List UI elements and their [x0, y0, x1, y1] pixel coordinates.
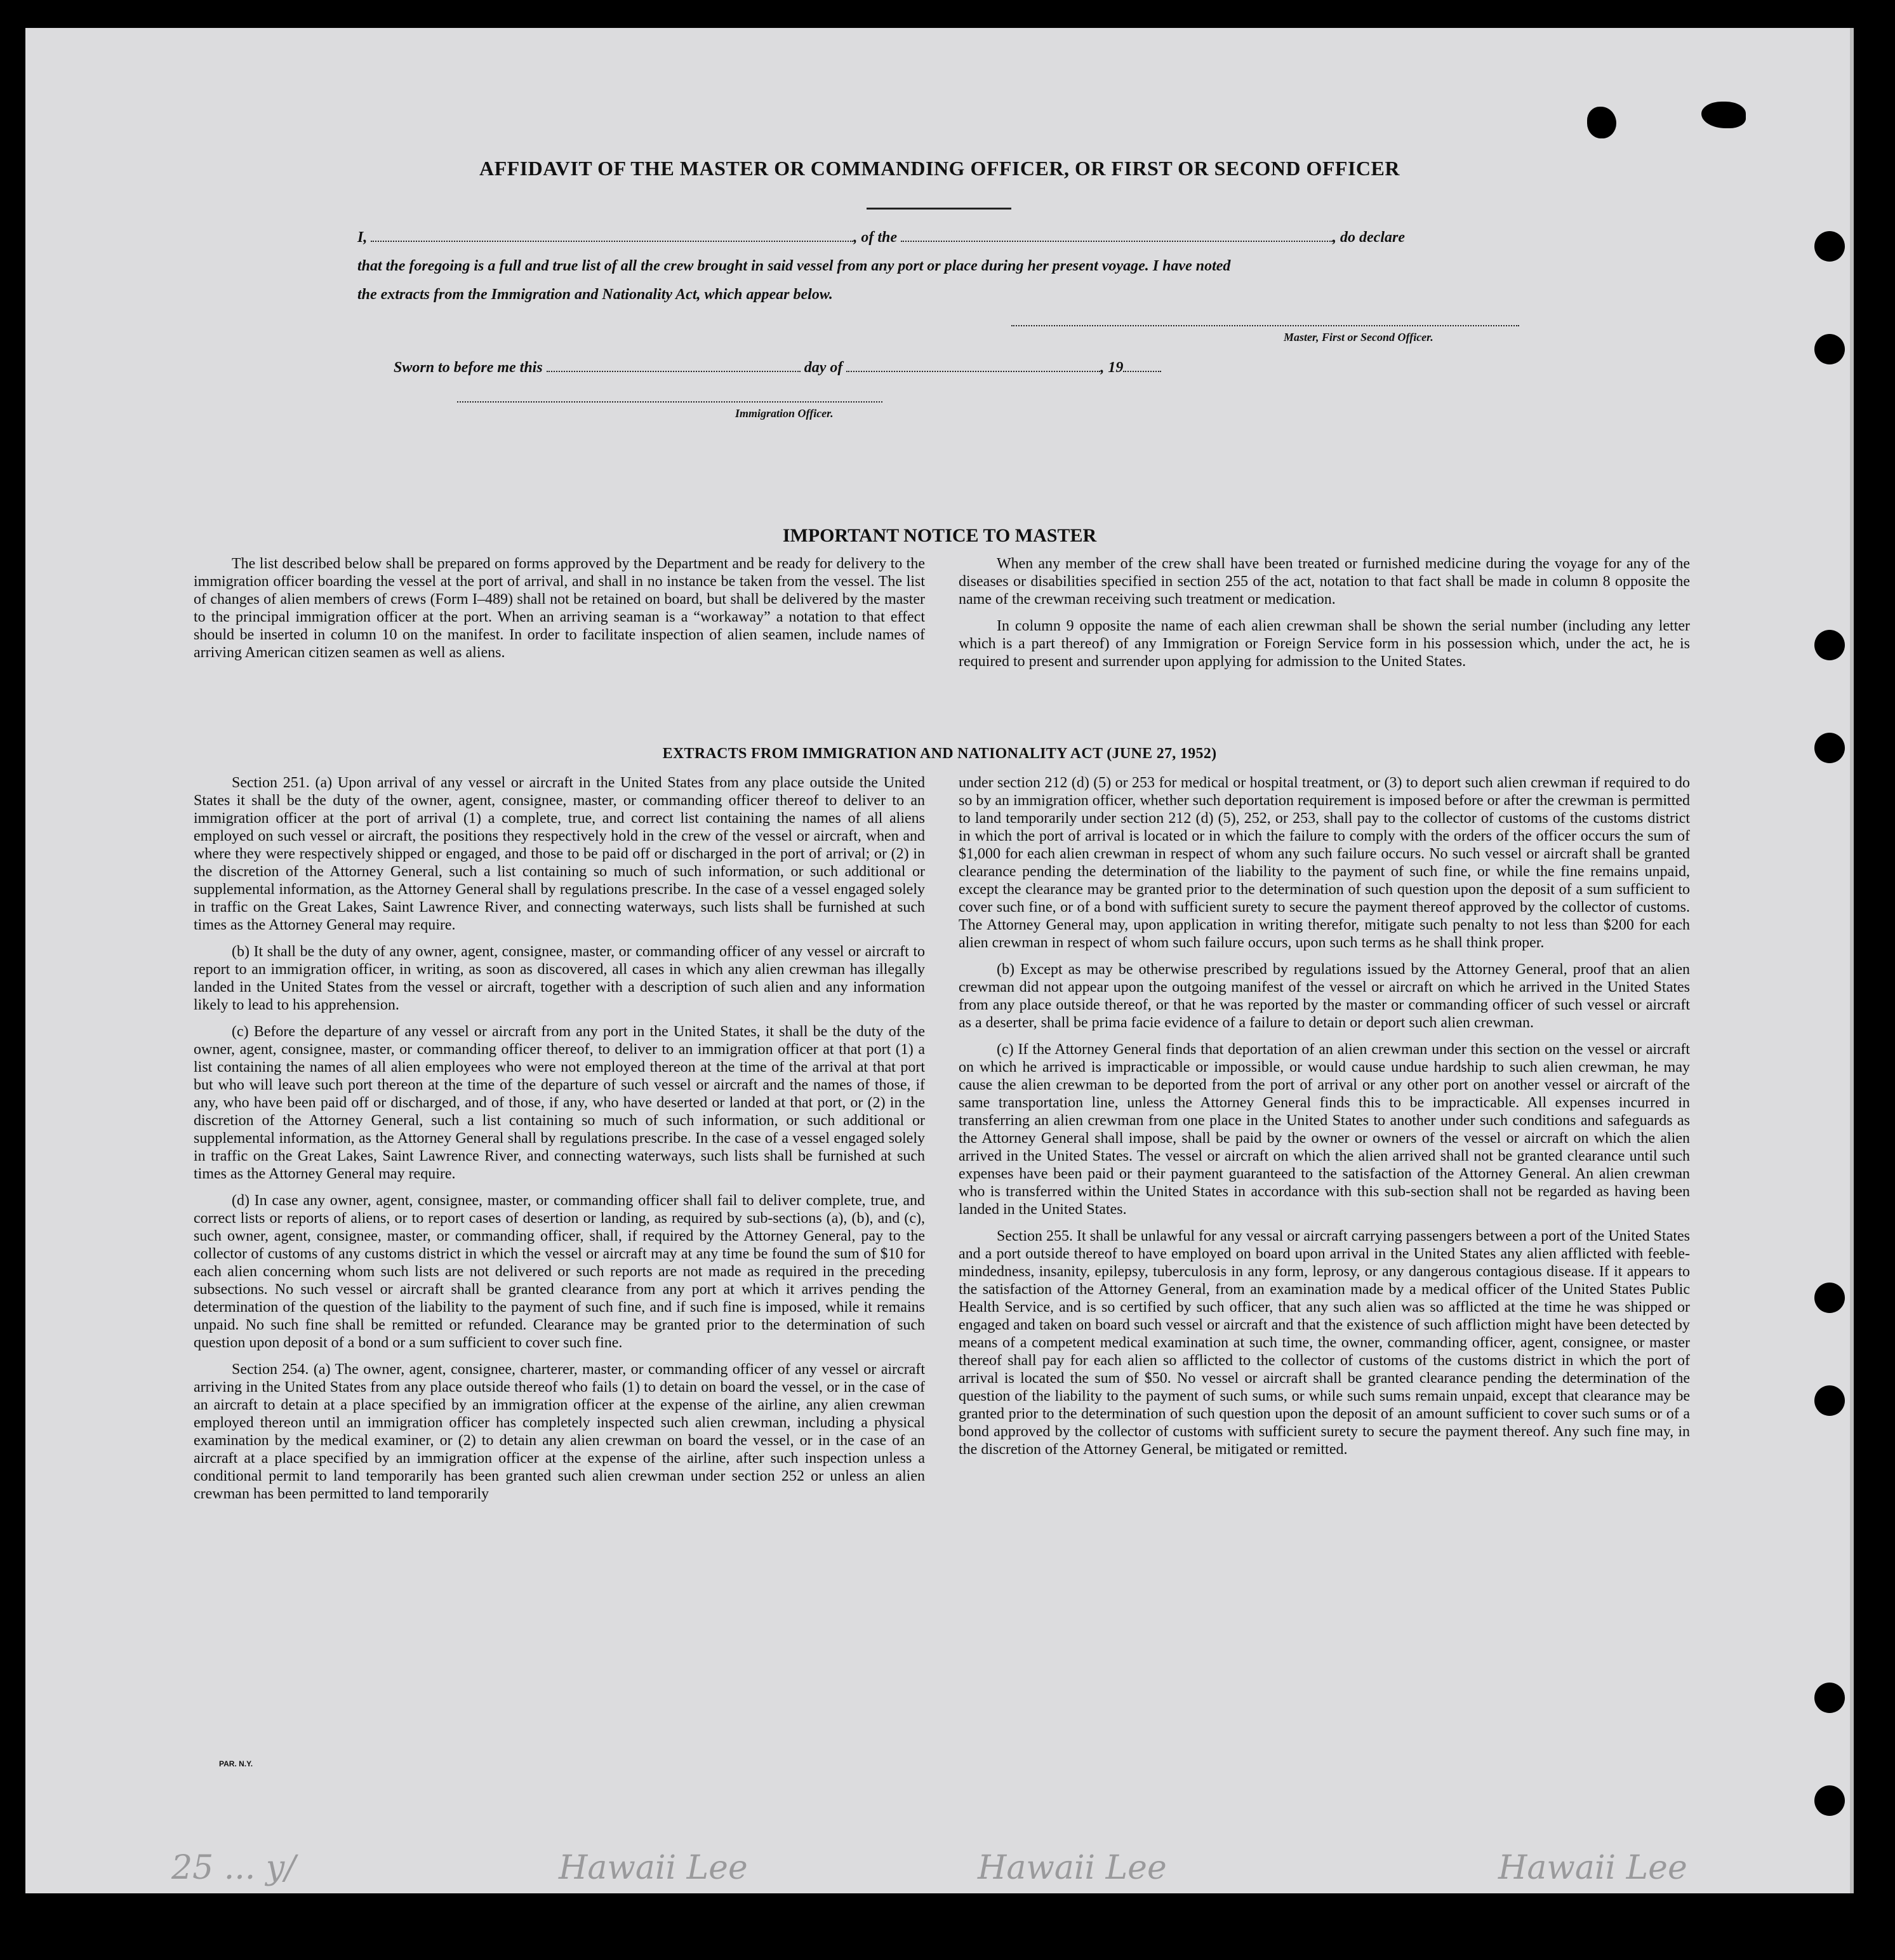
notice-paragraph: The list described below shall be prepared on forms approved by the Department and be ready for delivery to the immigration officer boarding the vessel at the port of arrival, and shall in no instance be taken from the vessel. The list of changes of alien members of crews (Form I–489) shall not be retained on board, but shall be delivered by the master to the principal immigration officer at the port. When an arriving seaman is a “workaway” a notation to that effect should be inserted in column 10 on the manifest. In order to facilitate inspection of alien seamen, include names of arriving American citizen seamen as well as aliens.	[194, 556, 925, 661]
name-blank[interactable]	[371, 227, 853, 242]
punch-hole	[1814, 231, 1845, 262]
immigration-caption: Immigration Officer.	[735, 407, 834, 420]
extract-paragraph: (c) Before the departure of any vessel or aircraft from any port in the United States, it shall be the duty of the owner, agent, consignee, master, or commanding officer thereof, to deliver to an immigration officer at that port (1) a list containing the names of all alien employees who were not employed thereon at the time of the arrival at that port but who will leave such port thereon at the time of the departure of such vessel or aircraft and the names of those, if any, who have been paid off or discharged, and of those, if any, who have deserted or landed at that port, or (2) in the discretion of the Attorney General, such a list containing so much of such information, or such additional or supplemental information, as the Attorney General shall by regulations prescribe. In the case of a vessel engaged solely in traffic on the Great Lakes, Saint Lawrence River, and connecting waterways, such lists shall be furnished at such times as the Attorney General may require.	[194, 1023, 925, 1182]
notice-paragraph: When any member of the crew shall have been treated or furnished medicine during the voyage for any of the diseases or disabilities specified in section 255 of the act, notation to that fact shall be made in column 8 opposite the name of the crewman receiving such treatment or medication.	[959, 556, 1690, 608]
handwritten-note: Hawaii Lee	[559, 1849, 748, 1887]
handwritten-note: Hawaii Lee	[978, 1849, 1167, 1887]
sworn-date-blank[interactable]	[547, 357, 801, 372]
extract-paragraph: under section 212 (d) (5) or 253 for medical or hospital treatment, or (3) to deport such alien crewman if required to do so by an immigration officer, whether such deportation requirement is imposed before or after the crewman is permitted to land temporarily under section 212 (d) (5), 252, or 253, shall pay to the collector of customs of the customs district in which the port of arrival is located or in which the failure to comply with the orders of the officer occurs the sum of $1,000 for each alien crewman in respect of whom any such failure occurs. No such vessel or aircraft shall be granted clearance pending the determination of the liability to the payment of such fine, or while the fine remains unpaid, except the clearance may be granted prior to the determination of such question upon the deposit of a sum sufficient to cover such fine, or of a bond with sufficient surety to secure the payment thereof approved by the collector of customs. The Attorney General may, upon application in writing therefor, mitigate such penalty to not less than $200 for each alien crewman in respect of whom such failure occurs, upon such terms as he shall think proper.	[959, 775, 1690, 951]
extract-paragraph: Section 255. It shall be unlawful for any vessal or aircraft carrying passengers between a port of the United States and a port outside thereof to have employed on board upon arrival in the United States any alien afflicted with feeble-mindedness, insanity, epilepsy, tuberculosis in any form, leprosy, or any dangerous contagious disease. If it appears to the satisfaction of the Attorney General, from an examination made by a medical officer of the United States Public Health Service, and is so certified by such officer, that any such alien was so afflicted at the time he was shipped or engaged and taken on board such vessel or aircraft and that the existence of such affliction might have been detected by means of a competent medical examination at such time, the owner, commanding officer, agent, consignee, or master thereof shall pay for each alien so afflicted to the collector of customs of the customs district in which the port of arrival is located the sum of $50. No vessel or aircraft shall be granted clearance pending the determination of the question of the liability to the payment of such sums, or while such sums remain unpaid, except that clearance may be granted prior to the determination of such question upon the deposit of an amount sufficient to cover such sums or of a bond approved by the collector of customs with sufficient surety to secure the payment thereof. Any such fine may, in the discretion of the Attorney General, be mitigated or remitted.	[959, 1228, 1690, 1458]
title-rule	[867, 208, 1011, 210]
declaration-line-2: that the foregoing is a full and true list of all the crew brought in said vessel from any port or place during her present voyage. I have noted	[357, 258, 1231, 274]
printer-mark: PAR. N.Y.	[219, 1759, 253, 1768]
declaration-line-1	[357, 223, 1538, 252]
punch-hole	[1814, 1283, 1845, 1313]
i-label: I,	[357, 229, 368, 246]
punch-hole	[1814, 1785, 1845, 1816]
punch-hole	[1814, 630, 1845, 660]
extract-paragraph: Section 254. (a) The owner, agent, consignee, charterer, master, or commanding officer of any vessel or aircraft arriving in the United States from any place outside thereof who fails (1) to detain on board the vessel, or in the case of an aircraft to detain at a place specified by an immigration officer at the expense of the airline, any alien crewman employed thereon until an immigration officer has completely inspected such alien crewman, including a physical examination by the medical examiner, or (2) to detain any alien crewman on board the vessel, or in the case of an aircraft at a place specified by an immigration officer at the expense of the airline, after such inspection unless a conditional permit to land temporarily has been granted such alien crewman under section 252 or unless an alien crewman has been permitted to land temporarily	[194, 1361, 925, 1502]
notice-left-column	[194, 555, 925, 670]
immigration-signature-line[interactable]	[457, 401, 882, 403]
handwritten-note: Hawaii Lee	[1498, 1849, 1687, 1887]
notice-right-column	[959, 555, 1690, 679]
ink-blot	[1701, 102, 1746, 128]
punch-hole	[1814, 334, 1845, 364]
month-blank[interactable]	[846, 357, 1100, 372]
ink-blot	[1587, 107, 1616, 138]
extract-paragraph: (b) Except as may be otherwise prescribed by regulations issued by the Attorney General, proof that an alien crewman did not appear upon the outgoing manifest of the vessel or aircraft on which he arrived in the United States from any place outside thereof, or that he was reported by the master or commanding officer of such vessel or aircraft as a deserter, shall be prima facie evidence of a failure to detain or deport such alien crewman.	[959, 961, 1690, 1031]
extract-paragraph: (c) If the Attorney General finds that deportation of an alien crewman under this section on the vessel or aircraft on which he arrived is impracticable or impossible, or would cause undue hardship to such alien crewman, he may cause the alien crewman to be deported from the port of arrival or any other port on another vessel or aircraft of the same transportation line, unless the Attorney General finds this to be impracticable. All expenses incurred in transferring an alien crewman from one place in the United States to another under such conditions and safeguards as the Attorney General shall impose, shall be paid by the owner or owners of the vessel or aircraft on which the alien arrived in the United States. The vessel or aircraft on which the alien arrived shall not be granted clearance until such expenses have been paid or their payment guaranteed to the satisfaction of the Attorney General. An alien crewman who is transferred within the United States in accordance with this sub-section shall not be regarded as having been landed in the United States.	[959, 1041, 1690, 1218]
punch-hole	[1814, 1385, 1845, 1416]
vessel-blank[interactable]	[901, 227, 1333, 242]
affidavit-title: AFFIDAVIT OF THE MASTER OR COMMANDING OFFICER, OR FIRST OR SECOND OFFICER	[479, 157, 1400, 180]
extracts-left-column	[194, 774, 925, 1512]
year-blank[interactable]	[1123, 357, 1161, 372]
extract-paragraph: Section 251. (a) Upon arrival of any vessel or aircraft in the United States from any place outside the United States it shall be the duty of the owner, agent, consignee, master, or commanding officer thereof to deliver to an immigration officer at the port of arrival (1) a complete, true, and correct list containing the names of all aliens employed on such vessel or aircraft, the positions they respectively hold in the crew of the vessel or aircraft, when and where they were respectively shipped or engaged, and those to be paid off or discharged in the port of arrival; or (2) in the discretion of the Attorney General, such a list containing so much of such information, or such additional or supplemental information, as the Attorney General shall by regulations prescribe. In the case of a vessel engaged solely in traffic on the Great Lakes, Saint Lawrence River, and connecting waterways, such lists shall be furnished at such times as the Attorney General may require.	[194, 775, 925, 933]
day-of-label: day of	[804, 359, 843, 376]
extracts-title: EXTRACTS FROM IMMIGRATION AND NATIONALITY ACT (JUNE 27, 1952)	[662, 745, 1217, 762]
handwritten-note: 25 ... y/	[171, 1849, 296, 1887]
extracts-right-column	[959, 774, 1690, 1467]
punch-hole	[1814, 1683, 1845, 1713]
extract-paragraph: (b) It shall be the duty of any owner, agent, consignee, master, or commanding officer of any vessel or aircraft to report to an immigration officer, in writing, as soon as discovered, all cases in which any alien crewman has illegally landed in the United States from the vessel or aircraft, together with a description of such alien and any information likely to lead to his apprehension.	[194, 943, 925, 1013]
master-signature-line[interactable]	[1011, 325, 1519, 326]
notice-paragraph: In column 9 opposite the name of each alien crewman shall be shown the serial number (including any letter which is a part thereof) of any Immigration or Foreign Service form in his possession which, under the act, he is required to present and surrender upon applying for admission to the United States.	[959, 618, 1690, 670]
declaration-line-3: the extracts from the Immigration and Nationality Act, which appear below.	[357, 286, 833, 303]
sworn-label: Sworn to before me this	[394, 359, 543, 376]
notice-title: IMPORTANT NOTICE TO MASTER	[782, 525, 1097, 546]
nineteen-label: , 19	[1100, 359, 1124, 376]
document-page	[25, 28, 1854, 1893]
master-caption: Master, First or Second Officer.	[1284, 331, 1433, 343]
extract-paragraph: (d) In case any owner, agent, consignee, master, or commanding officer shall fail to deliver complete, true, and correct lists or reports of aliens, or to report cases of desertion or landing, as required by sub-sections (a), (b), and (c), such owner, agent, consignee, master, or commanding officer, shall, if required by the Attorney General, pay to the collector of customs of any customs district in which the vessel or aircraft may at any time be found the sum of $10 for each alien concerning whom such lists are not delivered or such reports are not made as required in the preceding subsections. No such vessel or aircraft shall be granted clearance from any port at which it arrives pending the determination of the question of the liability to the payment of such fine, and if such fine is imposed, while it remains unpaid. No such fine shall be remitted or refunded. Clearance may be granted prior to the determination of such question upon deposit of a bond or a sum sufficient to cover such fine.	[194, 1192, 925, 1351]
of-the-label: , of the	[853, 229, 898, 246]
do-declare-label: , do declare	[1333, 229, 1405, 246]
sworn-line	[394, 354, 1574, 382]
